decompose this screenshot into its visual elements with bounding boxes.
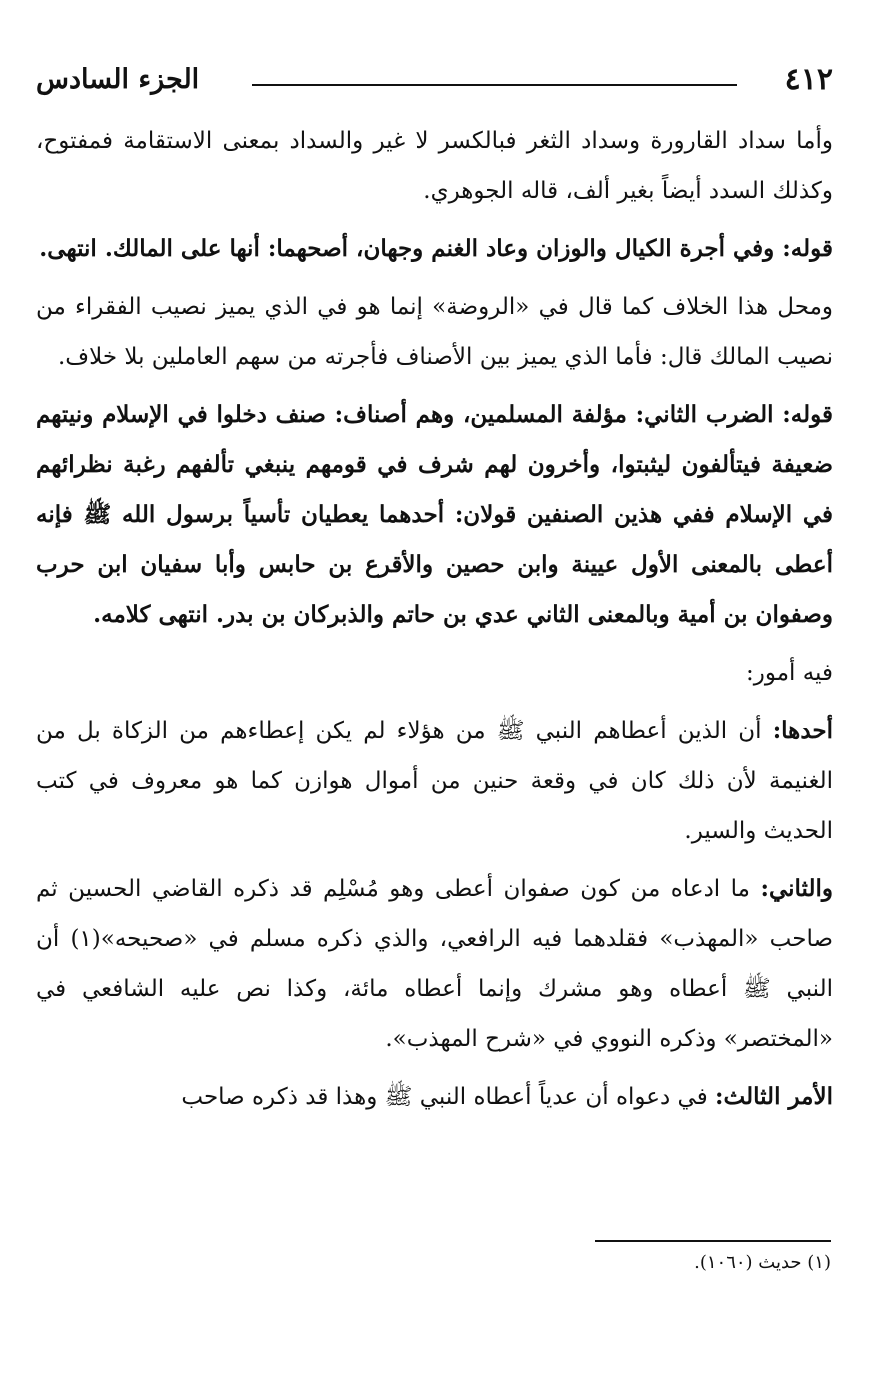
page-header [36,62,833,108]
paragraph-lead: والثاني: [760,875,833,902]
body-text [36,116,833,1130]
header-rule [252,84,737,86]
running-title: الجزء السادس [36,64,200,95]
paragraph-text: قوله: الضرب الثاني: مؤلفة المسلمين، وهم أصناف: صنف دخلوا في الإسلام ونيتهم ضعيفة فيتألفون ليثبتوا، وأخرون لهم شرف في قومهم ينبغي تألفهم رغبة نظرائهم في الإسلام ففي هذين الصنفين قولان: أحدهما يعطيان تأسياً برسول الله ﷺ فإنه أعطى بالمعنى الأول عيينة وابن حصين والأقرع بن حابس وأبا سفيان ابن حرب وصفوان بن أمية وبالمعنى الثاني عدي بن حاتم والذبركان بن بدر. انتهى كلامه. [36,401,833,628]
footnote-rule [595,1240,831,1242]
paragraph-text: فيه أمور: [745,660,833,686]
paragraph-lead: أحدها: [772,717,833,744]
paragraph-3 [36,282,833,382]
paragraph-text: ومحل هذا الخلاف كما قال في «الروضة» إنما هو في الذي يميز نصيب الفقراء من نصيب المالك قال: فأما الذي يميز بين الأصناف فأجرته من سهم العاملين بلا خلاف. [36,294,833,370]
paragraph-2 [36,224,833,274]
paragraph-lead: الأمر الثالث: [715,1083,833,1110]
page-number: ٤١٢ [784,62,833,97]
paragraph-text: ما ادعاه من كون صفوان أعطى وهو مُسْلِم قد ذكره القاضي الحسين ثم صاحب «المهذب» فقلدهما فيه الرافعي، والذي ذكره مسلم في «صحيحه»(١) أن النبي ﷺ أعطاه وهو مشرك وإنما أعطاه مائة، وكذا نص عليه الشافعي في «المختصر» وذكره النووي في «شرح المهذب». [36,876,833,1052]
paragraph-4 [36,390,833,640]
paragraph-5 [36,648,833,698]
paragraph-text: أن الذين أعطاهم النبي ﷺ من هؤلاء لم يكن إعطاءهم من الزكاة بل من الغنيمة لأن ذلك كان في وقعة حنين من أموال هوازن كما هو معروف في كتب الحديث والسير. [36,718,833,844]
paragraph-8 [36,1072,833,1122]
footnote: (١) حديث (١٠٦٠). [694,1252,831,1273]
paragraph-text: في دعواه أن عدياً أعطاه النبي ﷺ وهذا قد ذكره صاحب [181,1084,716,1110]
paragraph-text: وأما سداد القارورة وسداد الثغر فبالكسر لا غير والسداد بمعنى الاستقامة فمفتوح، وكذلك السدد أيضاً بغير ألف، قاله الجوهري. [36,128,833,204]
paragraph-1 [36,116,833,216]
paragraph-7 [36,864,833,1064]
paragraph-6 [36,706,833,856]
paragraph-text: قوله: وفي أجرة الكيال والوزان وعاد الغنم وجهان، أصحهما: أنها على المالك. انتهى. [39,235,833,262]
